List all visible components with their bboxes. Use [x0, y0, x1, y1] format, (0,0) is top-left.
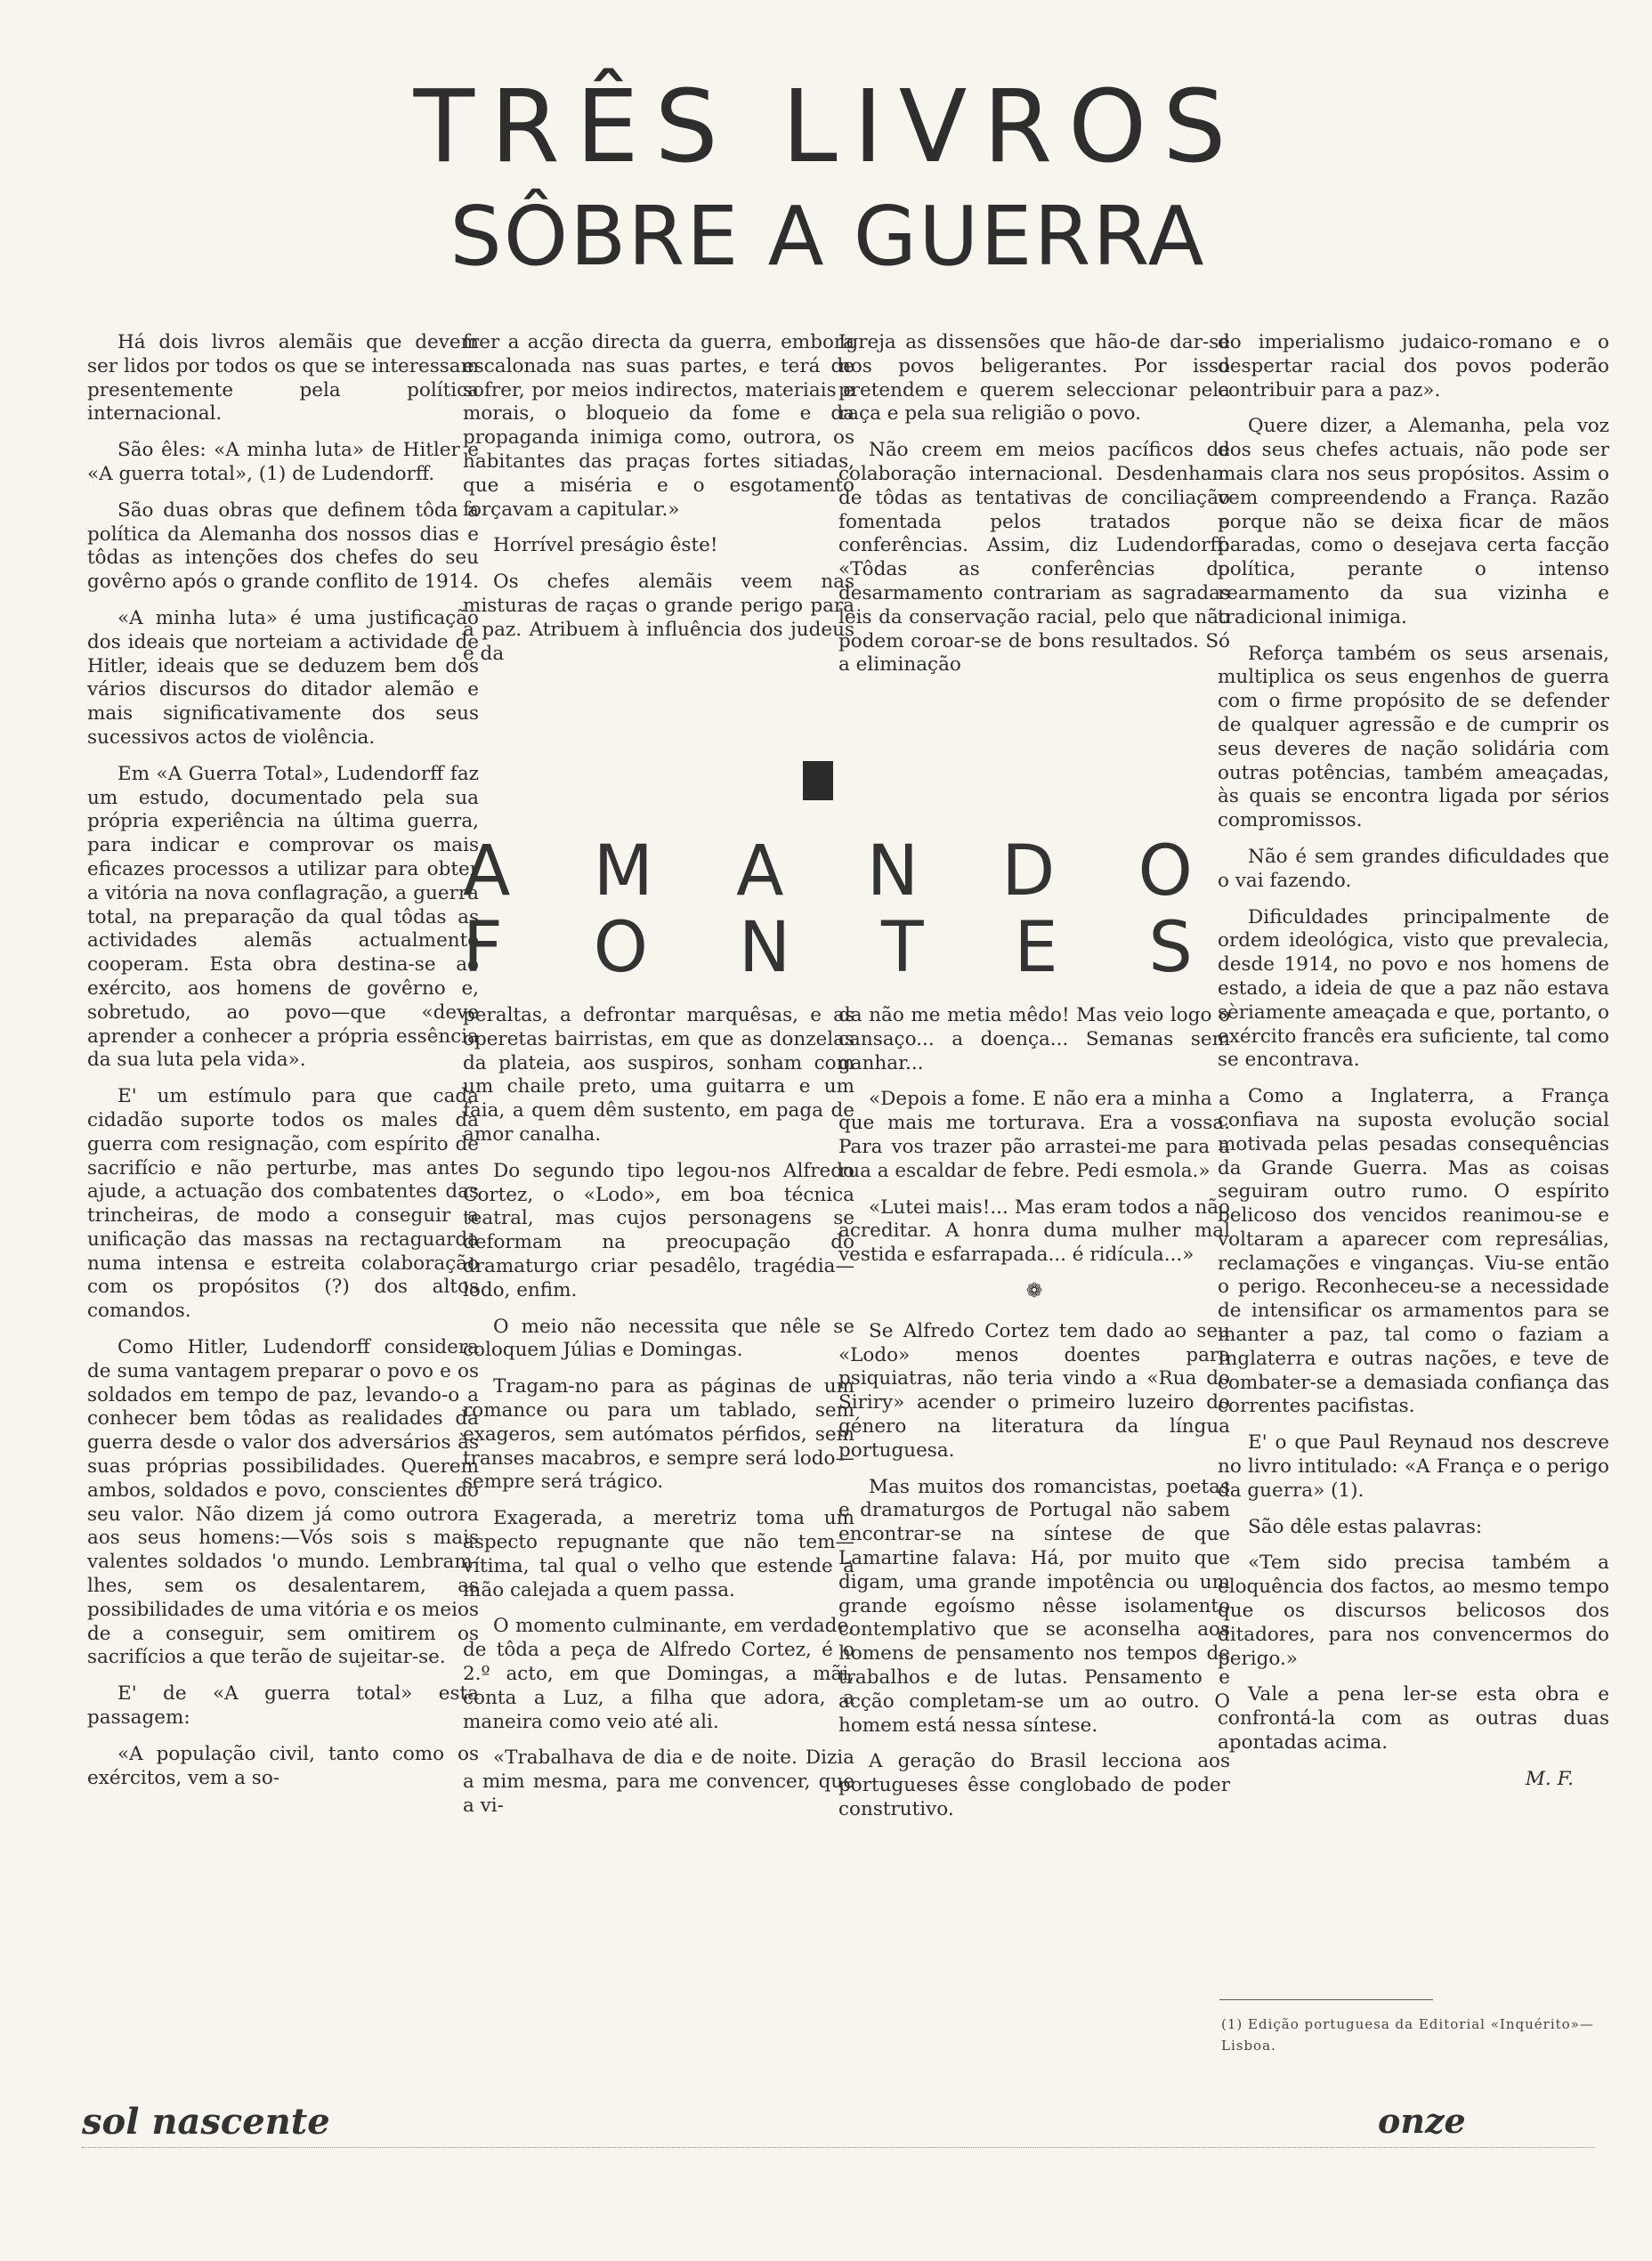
paragraph: Não é sem grandes dificuldades que o vai fazendo.: [1218, 845, 1609, 892]
footnote-divider: [1219, 1999, 1433, 2000]
paragraph: «Depois a fome. E não era a minha a que mais me torturava. Era a vossa. Para vos trazer pão arrastei-me para a rua a escaldar de febre. Pedi esmola.»: [838, 1088, 1230, 1182]
paragraph: «A minha luta» é uma justificação dos ideais que norteiam a actividade de Hitler, ideais que se deduzem bem dos vários discursos do ditador alemão e mais significativamente dos seus sucessivos actos de violência.: [87, 606, 479, 749]
author-letter: S: [1148, 908, 1193, 988]
author-letter: E: [1014, 908, 1058, 988]
paragraph: Como a Inglaterra, a França confiava na suposta evolução social motivada pelas pesadas consequências da Grande Guerra. Mas as coisas seguiram outro rumo. O espírito belicoso dos vencidos reanimou-se e voltaram a aparecer com represálias, reclamações e vinganças. Viu-se então o perigo. Reconheceu-se a necessidade de intensificar os armamentos para se manter a paz, tal como o faziam a Inglaterra e outras nações, e teve de combater-se a demasiada confiança das correntes pacifistas.: [1218, 1085, 1609, 1418]
footer-divider: [82, 2147, 1595, 2148]
paragraph: O momento culminante, em verdade, de tôda a peça de Alfredo Cortez, é o 2.º acto, em que Domingas, a mãi, conta a Luz, a filha que adora, a maneira como veio até ali.: [463, 1615, 854, 1733]
headline-line-1: TRÊS LIVROS: [413, 69, 1243, 185]
paragraph: «A população civil, tanto como os exércitos, vem a so-: [87, 1742, 479, 1789]
paragraph: Igreja as dissensões que hão-de dar-se nos povos beligerantes. Por isso pretendem e querem seleccionar pela raça e pela sua religião o povo.: [838, 331, 1230, 425]
paragraph: E' de «A guerra total» esta passagem:: [87, 1682, 479, 1730]
paragraph: «Tem sido precisa também a eloquência dos factos, ao mesmo tempo que os discursos belicosos dos ditadores, para nos convencermos do perigo.»: [1218, 1552, 1609, 1670]
paragraph: Não creem em meios pacíficos de colaboração internacional. Desdenham de tôdas as tentativas de conciliação fomentada pelos tratados e conferências. Assim, diz Ludendorff: «Tôdas as conferências do desarmamento contrariam as sagradas leis da conservação racial, pelo que não podem coroar-se de bons resultados. Só a eliminação: [838, 439, 1230, 677]
headline-line-2: SÔBRE A GUERRA: [449, 189, 1206, 284]
paragraph: Tragam-no para as páginas de um romance ou para um tablado, sem exageros, sem autómatos pérfidos, sem transes macabros, e sempre será lodo—sempre será trágico.: [463, 1375, 854, 1494]
author-letter: D: [1001, 831, 1056, 912]
author-letter: F: [463, 908, 503, 988]
paragraph: Há dois livros alemãis que devem ser lidos por todos os que se interessam presentemente pela política internacional.: [87, 331, 479, 425]
paragraph: Dificuldades principalmente de ordem ideológica, visto que prevalecia, desde 1914, no povo e nos homens de estado, a ideia de que a paz não estava sèriamente ameaçada e que, portanto, o exército francês era suficiente, tal como se encontrava.: [1218, 905, 1609, 1072]
paragraph: O meio não necessita que nêle se coloquem Júlias e Domingas.: [463, 1315, 854, 1362]
separator-ornament-icon: ❁: [1025, 1279, 1043, 1302]
section-ornament: [803, 761, 833, 800]
paragraph: São dêle estas palavras:: [1248, 1515, 1483, 1538]
paragraph: Exagerada, a meretriz toma um aspecto repugnante que não tem—vítima, tal qual o velho que estende a mão calejada a quem passa.: [463, 1507, 854, 1601]
article-column-3-top: [838, 331, 1230, 714]
paragraph: E' o que Paul Reynaud nos descreve no livro intitulado: «A França e o perigo da guerra» (1).: [1218, 1431, 1609, 1502]
author-letter: O: [593, 908, 649, 988]
paragraph: frer a acção directa da guerra, embora escalonada nas suas partes, e terá de sofrer, por meios indirectos, materiais e morais, o bloqueio da fome e da propaganda inimiga como, outrora, os habitantes das praças fortes sitiadas, que a miséria e o esgotamento forçavam a capitular.»: [463, 331, 854, 521]
author-name-last: [463, 908, 1193, 988]
paragraph: Em «A Guerra Total», Ludendorff faz um estudo, documentado pela sua própria experiência na última guerra, para indicar e comprovar os mais eficazes processos a utilizar para obter a vitória na nova conflagração, a guerra total, na preparação da qual tôdas as actividades alemãs actualmente cooperam. Esta obra destina-se ao exército, aos homens de govêrno e, sobretudo, ao povo—que «deve aprender a conhecer a própria essência da sua luta pela vida».: [87, 762, 479, 1072]
paragraph: E' um estímulo para que cada cidadão suporte todos os males da guerra com resignação, com espírito de sacrifício e não perturbe, mas antes ajude, a actuação dos combatentes das trincheiras, de modo a conseguir a unificação das massas na rectaguarda numa intensa e estreita colaboração com os propósitos (?) dos altos comandos.: [87, 1085, 479, 1323]
author-letter: A: [736, 831, 784, 912]
article-column-1: [87, 331, 479, 1803]
paragraph: da não me metia mêdo! Mas veio logo o cansaço... a doença... Semanas sem ganhar...: [838, 1004, 1230, 1074]
paragraph: «Lutei mais!... Mas eram todos a não acreditar. A honra duma mulher mal vestida e esfarrapada... é ridícula...»: [838, 1195, 1230, 1267]
author-letter: M: [593, 831, 653, 912]
paragraph: peraltas, a defrontar marquêsas, e as operetas bairristas, em que as donzelas da plateia, aos suspiros, sonham com um chaile preto, uma guitarra e um faia, a quem dêm sustento, em paga de amor canalha.: [463, 1004, 854, 1146]
article-column-2-bottom: [463, 1004, 854, 1831]
author-letter: N: [866, 831, 919, 912]
author-letter: A: [463, 831, 511, 912]
article-column-2-top: [463, 331, 854, 714]
paragraph: São êles: «A minha luta» de Hitler e «A guerra total», (1) de Ludendorff.: [87, 439, 479, 485]
paragraph: Mas muitos dos romancistas, poetas e dramaturgos de Portugal não sabem encontrar-se na síntese de que Lamartine falava: Há, por muito que digam, uma grande impotência ou um grande egoísmo nêsse isolamento contemplativo que se aconselha aos homens de pensamento nos tempos de trabalhos e de lutas. Pensamento e acção completam-se um ao outro. O homem está nessa síntese.: [838, 1475, 1230, 1737]
paragraph: Reforça também os seus arsenais, multiplica os seus engenhos de guerra com o firme propósito de se defender de qualquer agressão e de cumprir os seus deveres de nação solidária com outras potências, também ameaçadas, às quais se encontra ligada por sérios compromissos.: [1218, 642, 1609, 832]
author-letter: O: [1138, 831, 1193, 912]
paragraph: Os chefes alemãis veem nas misturas de raças o grande perigo para a paz. Atribuem à influência dos judeus e da: [463, 571, 854, 665]
article-column-3-bottom: [838, 1004, 1230, 1835]
signature: M. F.: [1525, 1767, 1574, 1790]
paragraph: Horrível preságio êste!: [493, 534, 718, 557]
author-letter: T: [880, 908, 924, 988]
footer-page-number: onze: [1378, 2101, 1466, 2141]
article-column-4: [1218, 331, 1609, 1804]
paragraph: São duas obras que definem tôda a política da Alemanha dos nossos dias e tôdas as intenções dos chefes do seu govêrno após o grande conflito de 1914.: [87, 498, 480, 594]
paragraph: Vale a pena ler-se esta obra e confrontá-la com as outras duas apontadas acima.: [1218, 1683, 1609, 1755]
paragraph: Como Hitler, Ludendorff considera de suma vantagem preparar o povo e os soldados em tempo de paz, levando-o a conhecer bem tôdas as realidades da guerra desde o valor dos adversários às suas próprias possibilidades. Querem ambos, soldados e povo, conscientes do seu valor. Não dizem já como outrora aos seus homens:—Vós sois s mais valentes soldados 'o mundo. Lembram-lhes, sem os desalentarem, as possibilidades de uma vitória e os meios de a conseguir, sem omitirem os sacrifícios a que terão de sujeitar-se.: [87, 1336, 479, 1669]
paragraph: Se Alfredo Cortez tem dado ao seu «Lodo» menos doentes para psiquiatras, não teria vindo a «Rua do Siriry» acender o primeiro luzeiro do género na literatura da língua portuguesa.: [838, 1319, 1230, 1462]
paragraph: Quere dizer, a Alemanha, pela voz dos seus chefes actuais, não pode ser mais clara nos seus propósitos. Assim o vem compreendendo a França. Razão porque não se deixa ficar de mãos paradas, como o desejava certa facção política, perante o intenso rearmamento da sua vizinha e tradicional inimiga.: [1218, 415, 1609, 628]
footnote: (1) Edição portuguesa da Editorial «Inquérito»—Lisboa.: [1221, 2016, 1594, 2054]
paragraph: Do segundo tipo legou-nos Alfredo Cortez, o «Lodo», em boa técnica teatral, mas cujos personagens se deformam na preocupação do dramaturgo criar pesadêlo, tragédia—lodo, enfim.: [463, 1159, 854, 1301]
footer-publication-name: sol nascente: [82, 2101, 330, 2143]
author-name-first: [463, 831, 1193, 912]
paragraph: A geração do Brasil lecciona aos portugueses êsse conglobado de poder construtivo.: [838, 1750, 1230, 1820]
paragraph: do imperialismo judaico-romano e o despertar racial dos povos poderão contribuir para a paz».: [1218, 331, 1609, 401]
author-letter: N: [738, 908, 791, 988]
paragraph: «Trabalhava de dia e de noite. Dizia a mim mesma, para me convencer, que a vi-: [463, 1746, 854, 1817]
